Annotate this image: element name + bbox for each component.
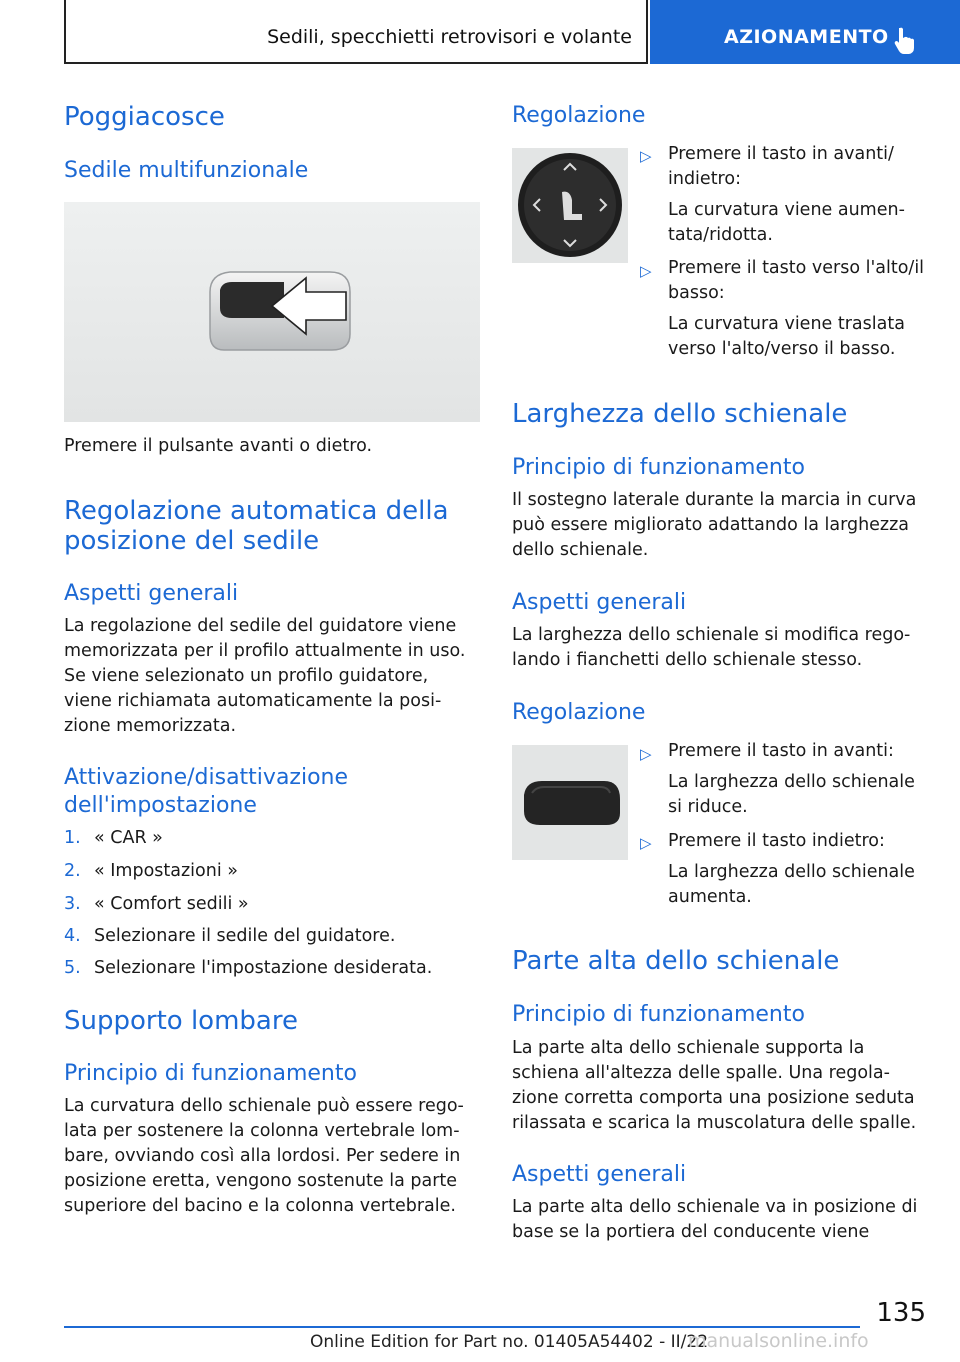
lumbar-dial-illustration [512, 148, 628, 263]
step-number: 4. [64, 926, 81, 946]
seat-switch-illustration [64, 202, 480, 422]
heading-regolazione-2: Regolazione [512, 700, 646, 725]
paragraph-aspetti-generali: La regolazione del sedile del guidatore viene memorizzata per il profilo attualmente in uso. Se viene selezionato un profilo guidatore, viene richiamata automaticamente la posi‐ zione memorizzata. [64, 616, 466, 736]
pointing-hand-icon [894, 26, 918, 54]
step-text: Selezionare il sedile del guidatore. [94, 926, 396, 946]
step-text: « Comfort sedili » [94, 894, 249, 914]
heading-poggiacosce: Poggiacosce [64, 102, 225, 132]
width-control-image [512, 745, 628, 860]
bullet-result: La larghezza dello schienale si riduce. [668, 772, 915, 817]
heading-principio-funzionamento-3: Principio di funzionamento [512, 1002, 805, 1027]
paragraph-parte-alta-aspetti: La parte alta dello schienale va in posizione di base se la portiera del conducente viene [512, 1197, 918, 1242]
footer-divider [64, 1326, 860, 1328]
heading-aspetti-generali: Aspetti generali [64, 581, 239, 606]
heading-sedile-multifunzionale: Sedile multifunzionale [64, 158, 309, 183]
step-text: « Impostazioni » [94, 861, 238, 881]
step-text: « CAR » [94, 828, 163, 848]
bullet-result: La curvatura viene traslata verso l'alto/verso il basso. [668, 314, 905, 359]
heading-attivazione-2: dell'impostazione [64, 793, 257, 818]
bullet-arrow-icon: ▷ [640, 147, 652, 165]
watermark: manualsonline.info [688, 1330, 869, 1352]
bullet-text: Premere il tasto in avanti/ indietro: [668, 144, 894, 189]
step-number: 1. [64, 828, 81, 848]
header-chapter-tab[interactable] [650, 0, 960, 64]
lumbar-control-image [512, 148, 628, 263]
heading-regolazione-automatica-1: Regolazione automatica della [64, 496, 449, 526]
heading-principio-funzionamento-2: Principio di funzionamento [512, 455, 805, 480]
paragraph-larghezza-aspetti: La larghezza dello schienale si modifica rego‐ lando i fianchetti dello schienale stesso. [512, 625, 911, 670]
step-number: 2. [64, 861, 81, 881]
paragraph-larghezza-principio: Il sostegno laterale durante la marcia in curva può essere migliorato adattando la larghezza dello schienale. [512, 490, 917, 560]
heading-supporto-lombare: Supporto lombare [64, 1006, 298, 1036]
bullet-result: La curvatura viene aumen‐ tata/ridotta. [668, 200, 905, 245]
seat-button-image [64, 202, 480, 422]
heading-parte-alta: Parte alta dello schienale [512, 946, 840, 976]
caption-seat-button: Premere il pulsante avanti o dietro. [64, 436, 373, 456]
heading-larghezza-schienale: Larghezza dello schienale [512, 399, 848, 429]
header-chapter-label: AZIONAMENTO [724, 26, 889, 48]
heading-principio-funzionamento: Principio di funzionamento [64, 1061, 357, 1086]
width-button-illustration [512, 745, 628, 860]
step-text: Selezionare l'impostazione desiderata. [94, 958, 433, 978]
heading-regolazione: Regolazione [512, 103, 646, 128]
paragraph-parte-alta-principio: La parte alta dello schienale supporta la schiena all'altezza delle spalle. Una regola‐ zione corretta comporta una posizione seduta rilassata e scarica la muscolatura delle spalle. [512, 1038, 917, 1133]
bullet-text: Premere il tasto indietro: [668, 831, 885, 851]
bullet-text: Premere il tasto verso l'alto/il basso: [668, 258, 925, 303]
step-number: 5. [64, 958, 81, 978]
paragraph-principio-lombare: La curvatura dello schienale può essere rego‐ lata per sostenere la colonna vertebrale lom‐ bare, ovviando così alla lordosi. Per sedere in posizione eretta, vengono sostenute la parte superiore del bacino e la colonna vertebrale. [64, 1096, 464, 1216]
footer-edition: Online Edition for Part no. 01405A54402 - II/22 [310, 1332, 709, 1352]
bullet-arrow-icon: ▷ [640, 834, 652, 852]
bullet-arrow-icon: ▷ [640, 745, 652, 763]
heading-aspetti-generali-3: Aspetti generali [512, 1162, 687, 1187]
heading-regolazione-automatica-2: posizione del sedile [64, 526, 320, 556]
bullet-arrow-icon: ▷ [640, 262, 652, 280]
heading-aspetti-generali-2: Aspetti generali [512, 590, 687, 615]
header-section-box [64, 0, 648, 64]
page-number: 135 [876, 1298, 926, 1328]
bullet-result: La larghezza dello schienale aumenta. [668, 862, 915, 907]
header-section-title: Sedili, specchietti retrovisori e volante [267, 26, 632, 48]
step-number: 3. [64, 894, 81, 914]
bullet-text: Premere il tasto in avanti: [668, 741, 894, 761]
heading-attivazione-1: Attivazione/disattivazione [64, 765, 349, 790]
